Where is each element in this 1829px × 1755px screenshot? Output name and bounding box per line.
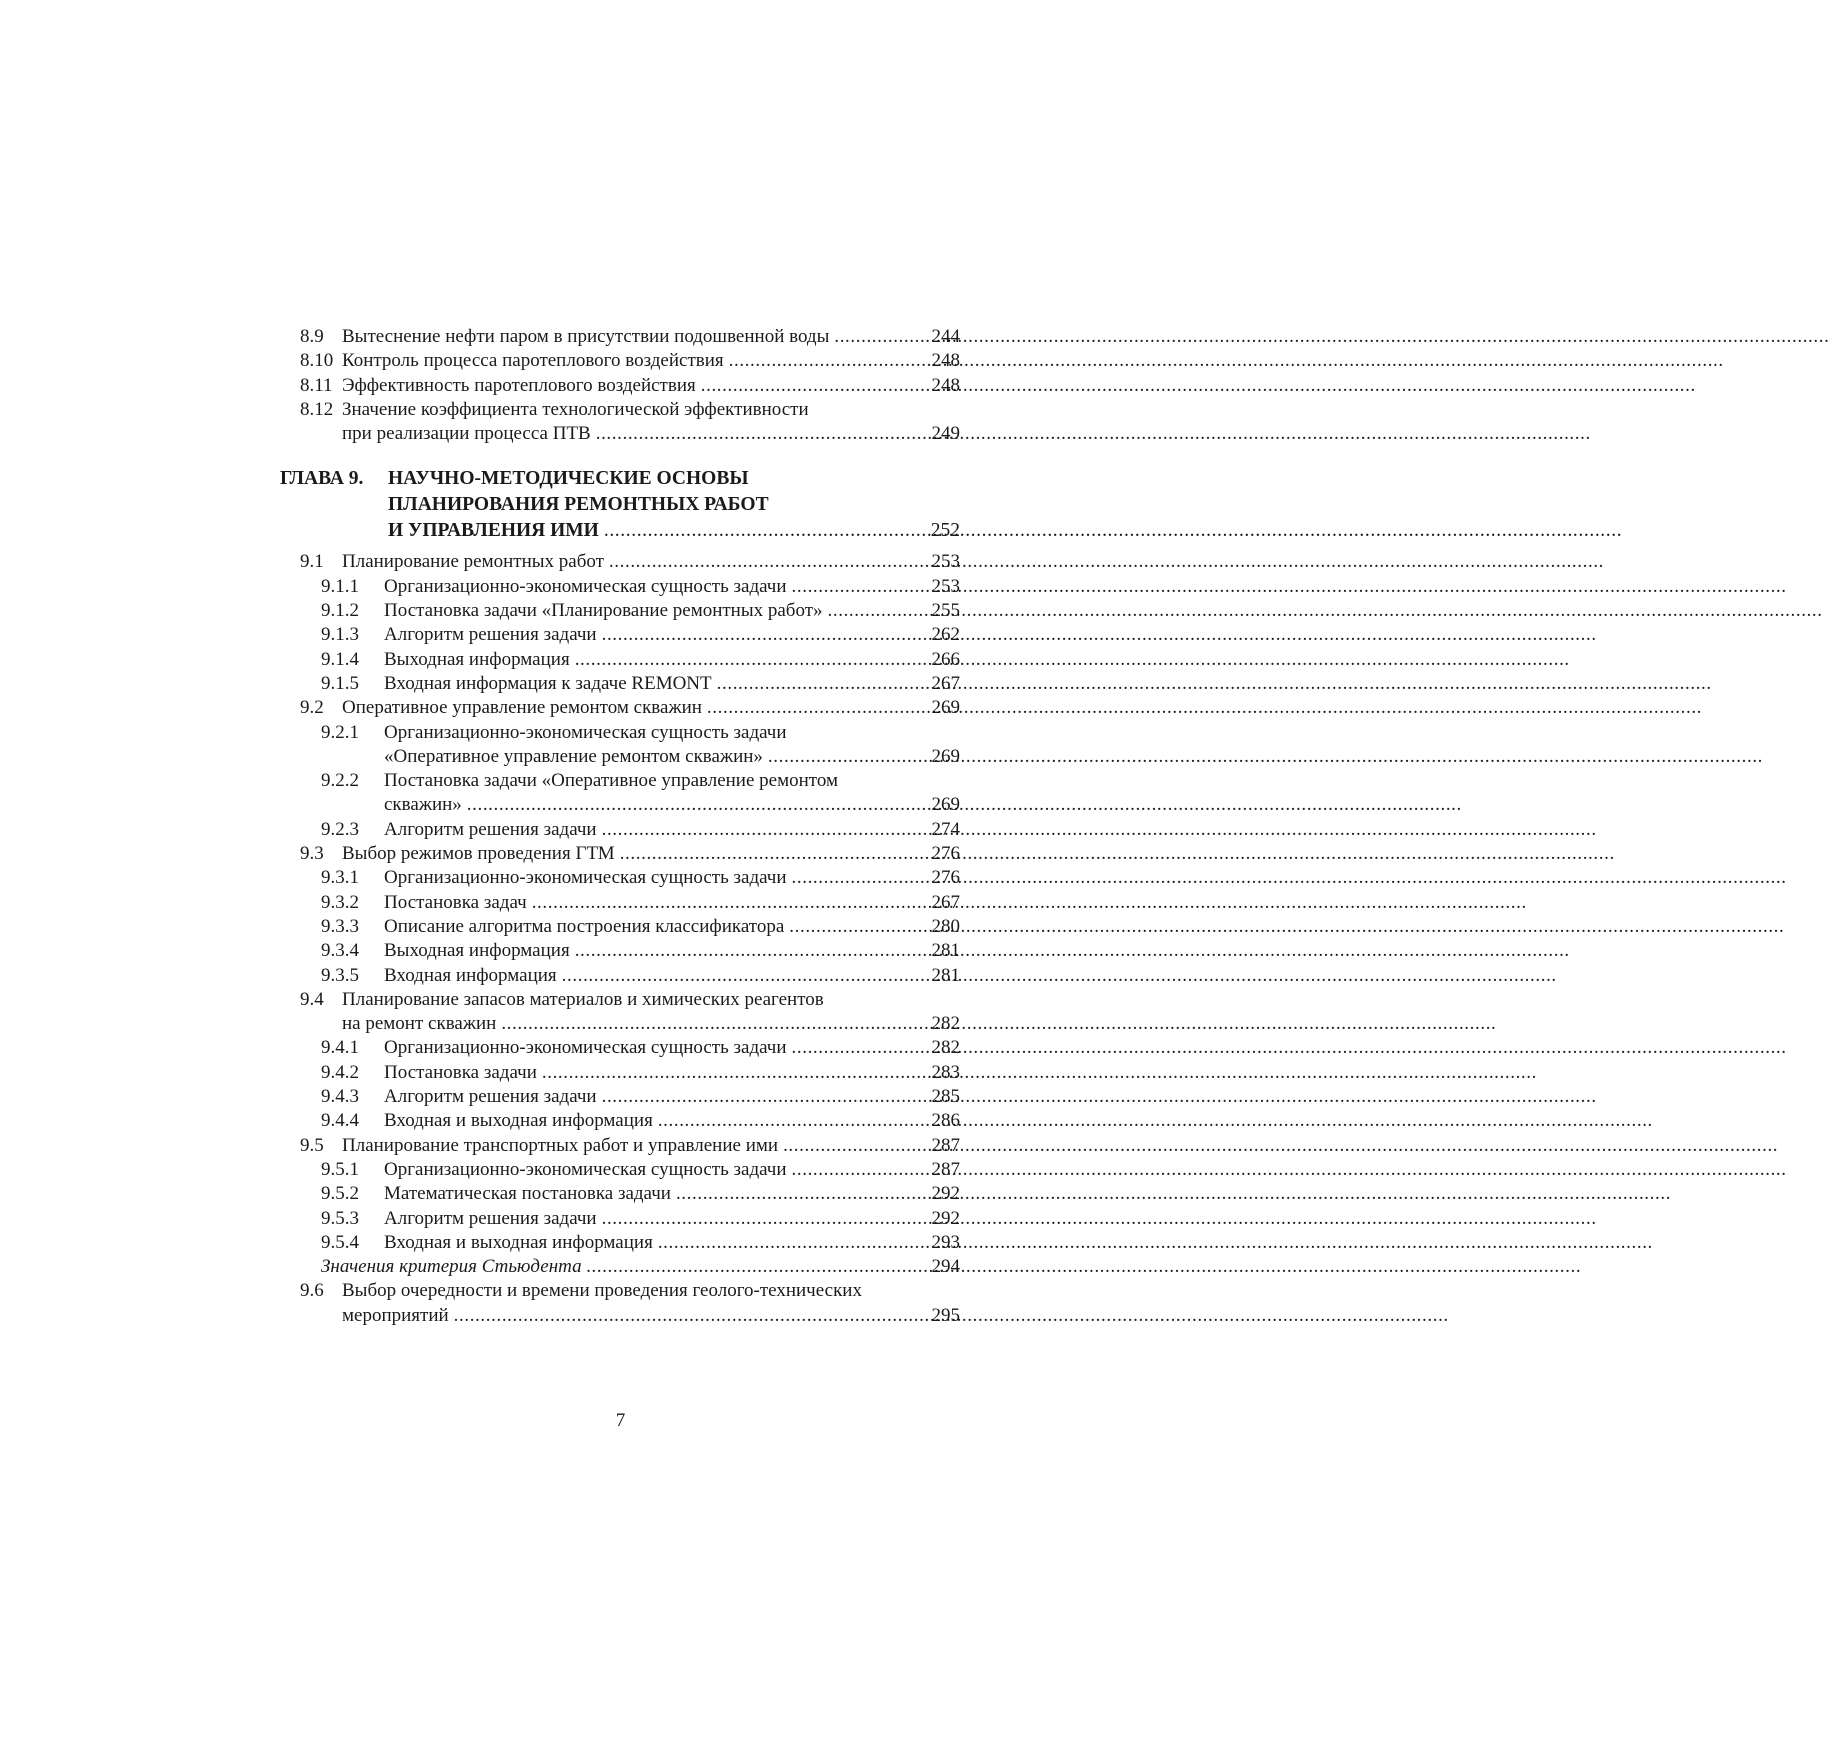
dot-leader (792, 575, 930, 599)
dot-leader (658, 1109, 930, 1133)
toc-entry-title: Организационно-экономическая сущность задачи (384, 1037, 787, 1059)
toc-entry (300, 623, 960, 647)
toc-entry-page: 282 (931, 1013, 960, 1035)
toc-entry (300, 599, 960, 623)
toc-entry-continuation (300, 422, 960, 446)
toc-entry-number: 9.2.2 (321, 770, 359, 792)
toc-entry-page: 295 (931, 1304, 960, 1326)
toc-entry (300, 891, 960, 915)
toc-entry-page: 248 (931, 374, 960, 396)
toc-entry-page: 283 (931, 1061, 960, 1083)
toc-entry-number: 9.1.5 (321, 672, 359, 694)
toc-entry-page: 244 (931, 326, 960, 347)
toc-entry-page: 267 (931, 891, 960, 913)
toc-entry-title: при реализации процесса ПТВ (342, 423, 591, 445)
toc-entry-page: 285 (931, 1086, 960, 1108)
toc-entry-number: 9.3.2 (321, 891, 359, 913)
toc-entry-number: 8.9 (300, 326, 324, 347)
dot-leader (596, 422, 930, 446)
toc-entry-title: Постановка задачи (384, 1061, 537, 1083)
dot-leader (604, 518, 929, 544)
toc-entry-title: Математическая постановка задачи (384, 1183, 671, 1205)
toc-entry-number: 9.1.4 (321, 648, 359, 670)
toc-entry-title: Планирование ремонтных работ (342, 551, 604, 573)
dot-leader (792, 1158, 930, 1182)
toc-entry-number: 9.2.1 (321, 721, 359, 743)
toc-entry-page: 266 (931, 648, 960, 670)
toc-entry-page: 281 (931, 940, 960, 962)
dot-leader (792, 866, 930, 890)
toc-entry (300, 1158, 960, 1182)
toc-entry-number: 9.1 (300, 551, 324, 573)
toc-entry-number: 9.3.1 (321, 867, 359, 889)
toc-entry (300, 1109, 960, 1133)
toc-entry-page: 274 (931, 818, 960, 840)
toc-entry-number: 9.5 (300, 1134, 324, 1156)
dot-leader (602, 818, 930, 842)
toc-entry-page: 286 (931, 1110, 960, 1132)
toc-entry-title: Организационно-экономическая сущность задачи (384, 575, 787, 597)
chapter-heading (280, 466, 960, 544)
toc-entry-title: Алгоритм решения задачи (384, 624, 597, 646)
toc-entry-page: 276 (931, 843, 960, 865)
toc-entry-page: 282 (931, 1037, 960, 1059)
toc-entry-title: Постановка задачи «Планирование ремонтных работ» (384, 600, 823, 622)
toc-entry-title: Постановка задачи «Оперативное управление ремонтом (384, 770, 838, 792)
toc-entry (300, 866, 960, 890)
toc-entry (300, 1231, 960, 1255)
toc-entry-page: 281 (931, 964, 960, 986)
dot-leader (789, 915, 929, 939)
toc-entry-title: Входная информация (384, 964, 557, 986)
toc-entry (300, 672, 960, 696)
toc-entry-page: 267 (931, 672, 960, 694)
toc-entry-title: Планирование запасов материалов и химических реагентов (342, 988, 824, 1010)
chapter-title-line: И УПРАВЛЕНИЯ ИМИ (388, 520, 599, 542)
toc-entry-continuation (300, 793, 960, 817)
toc-entry-number: 9.3.5 (321, 964, 359, 986)
toc-entry-number: 9.5.4 (321, 1231, 359, 1253)
dot-leader (467, 793, 930, 817)
dot-leader (575, 648, 930, 672)
toc-entry (300, 696, 960, 720)
toc-entry-page: 269 (931, 697, 960, 719)
dot-leader (587, 1255, 930, 1279)
toc-entry (300, 1182, 960, 1206)
toc-entry (300, 915, 960, 939)
toc-entry-title: «Оперативное управление ремонтом скважин» (384, 745, 763, 767)
dot-leader (717, 672, 930, 696)
toc-entry-continuation (300, 1304, 960, 1328)
toc-entry-number: 8.12 (300, 398, 334, 420)
toc-entry-number: 9.5.1 (321, 1158, 359, 1180)
chapter-label: ГЛАВА 9. (280, 468, 364, 490)
toc-entry-title: Организационно-экономическая сущность задачи (384, 721, 787, 743)
toc-entry-continuation (300, 745, 960, 769)
toc-entry-number: 9.3 (300, 843, 324, 865)
toc-entry-number: 9.4.2 (321, 1061, 359, 1083)
chapter-title-line: ПЛАНИРОВАНИЯ РЕМОНТНЫХ РАБОТ (388, 494, 769, 516)
dot-leader (602, 623, 930, 647)
toc-entry-title: Выходная информация (384, 648, 570, 670)
toc-entry-title: Вытеснение нефти паром в присутствии подошвенной воды (342, 326, 830, 347)
toc-entry (300, 349, 960, 373)
toc-entry-page: 248 (931, 350, 960, 372)
toc-entry-page: 287 (931, 1158, 960, 1180)
toc-entry-title: Входная информация к задаче REMONT (384, 672, 712, 694)
toc-entry (300, 842, 960, 866)
toc-entry-page: 269 (931, 745, 960, 767)
toc-entry-page: 292 (931, 1183, 960, 1205)
toc-entry-number: 9.2.3 (321, 818, 359, 840)
toc-entry-title: Входная и выходная информация (384, 1110, 653, 1132)
toc-entry-number: 9.4.4 (321, 1110, 359, 1132)
toc-entry (300, 721, 960, 745)
dot-leader (454, 1304, 930, 1328)
dot-leader (658, 1231, 930, 1255)
toc-entry-number: 9.1.2 (321, 600, 359, 622)
toc-entry-number: 9.4.1 (321, 1037, 359, 1059)
toc-entry-number: 9.3.3 (321, 915, 359, 937)
toc-entry-title: Организационно-экономическая сущность задачи (384, 867, 787, 889)
toc-entry-title: Выбор очередности и времени проведения геолого-технических (342, 1280, 862, 1302)
toc-entry-page: 253 (931, 551, 960, 573)
toc-entry-number: 9.6 (300, 1280, 324, 1302)
toc-entry-number: 9.2 (300, 697, 324, 719)
toc-entry (300, 648, 960, 672)
toc-entry (300, 1255, 960, 1279)
toc-entry-title: Описание алгоритма построения классификатора (384, 915, 785, 937)
toc-entry-number: 9.1.1 (321, 575, 359, 597)
dot-leader (676, 1182, 930, 1206)
dot-leader (729, 349, 930, 373)
toc-entry-title: Входная и выходная информация (384, 1231, 653, 1253)
toc-entry-page: 253 (931, 575, 960, 597)
toc-entry-title: Эффективность паротеплового воздействия (342, 374, 696, 396)
toc-entry-title: Оперативное управление ремонтом скважин (342, 697, 702, 719)
toc-entry-number: 9.4.3 (321, 1086, 359, 1108)
toc-entry-number: 9.1.3 (321, 624, 359, 646)
dot-leader (501, 1012, 929, 1036)
toc-entry-title: Выбор режимов проведения ГТМ (342, 843, 615, 865)
toc-entry (300, 939, 960, 963)
toc-entry-title: на ремонт скважин (342, 1013, 497, 1035)
toc-entry (300, 1134, 960, 1158)
page-number: 7 (615, 1410, 626, 1431)
toc-entry-number: 9.5.3 (321, 1207, 359, 1229)
toc-entry-number: 8.11 (300, 374, 333, 396)
toc-entry (300, 1279, 960, 1303)
toc-entry-title: Значение коэффициента технологической эффективности (342, 398, 809, 420)
toc-entry-page: 269 (931, 794, 960, 816)
toc-entry (300, 1207, 960, 1231)
dot-leader (828, 599, 930, 623)
toc-entry (300, 575, 960, 599)
table-of-contents (280, 325, 960, 1328)
dot-leader (562, 964, 930, 988)
dot-leader (609, 550, 930, 574)
toc-entry-title: Постановка задач (384, 891, 527, 913)
dot-leader (620, 842, 930, 866)
toc-entry (300, 818, 960, 842)
toc-entry (300, 964, 960, 988)
toc-entry-page: 255 (931, 600, 960, 622)
toc-entry (300, 1085, 960, 1109)
toc-entry (300, 325, 960, 349)
toc-entry-title: скважин» (384, 794, 462, 816)
toc-entry-page: 249 (931, 423, 960, 445)
dot-leader (542, 1061, 930, 1085)
toc-entry-page: 292 (931, 1207, 960, 1229)
toc-entry-continuation (300, 1012, 960, 1036)
toc-entry (300, 1036, 960, 1060)
toc-entry-title: Значения критерия Стьюдента (321, 1256, 582, 1278)
toc-entry (300, 550, 960, 574)
dot-leader (783, 1134, 929, 1158)
toc-entry (300, 1061, 960, 1085)
toc-entry-page: 293 (931, 1231, 960, 1253)
toc-entry-title: Алгоритм решения задачи (384, 818, 597, 840)
toc-entry (300, 769, 960, 793)
toc-entry-title: мероприятий (342, 1304, 449, 1326)
chapter-title-line: НАУЧНО-МЕТОДИЧЕСКИЕ ОСНОВЫ (388, 468, 749, 490)
dot-leader (792, 1036, 930, 1060)
toc-entry (300, 988, 960, 1012)
dot-leader (602, 1085, 930, 1109)
toc-entry-title: Выходная информация (384, 940, 570, 962)
toc-entry-page: 280 (931, 915, 960, 937)
dot-leader (701, 374, 930, 398)
toc-entry-title: Планирование транспортных работ и управление ими (342, 1134, 779, 1156)
dot-leader (707, 696, 930, 720)
toc-entry (300, 398, 960, 422)
dot-leader (575, 939, 930, 963)
toc-entry-page: 287 (931, 1134, 960, 1156)
dot-leader (834, 325, 929, 349)
toc-entry-page: 276 (931, 867, 960, 889)
toc-entry-number: 8.10 (300, 350, 334, 372)
dot-leader (532, 891, 930, 915)
toc-entry-number: 9.3.4 (321, 940, 359, 962)
toc-entry-title: Организационно-экономическая сущность задачи (384, 1158, 787, 1180)
toc-entry-title: Алгоритм решения задачи (384, 1207, 597, 1229)
dot-leader (602, 1207, 930, 1231)
toc-entry-title: Контроль процесса паротеплового воздействия (342, 350, 724, 372)
chapter-page: 252 (930, 520, 960, 542)
toc-entry-number: 9.5.2 (321, 1183, 359, 1205)
dot-leader (768, 745, 930, 769)
toc-entry-page: 294 (931, 1256, 960, 1278)
toc-entry (300, 374, 960, 398)
toc-entry-number: 9.4 (300, 988, 324, 1010)
toc-entry-page: 262 (931, 624, 960, 646)
toc-entry-title: Алгоритм решения задачи (384, 1086, 597, 1108)
